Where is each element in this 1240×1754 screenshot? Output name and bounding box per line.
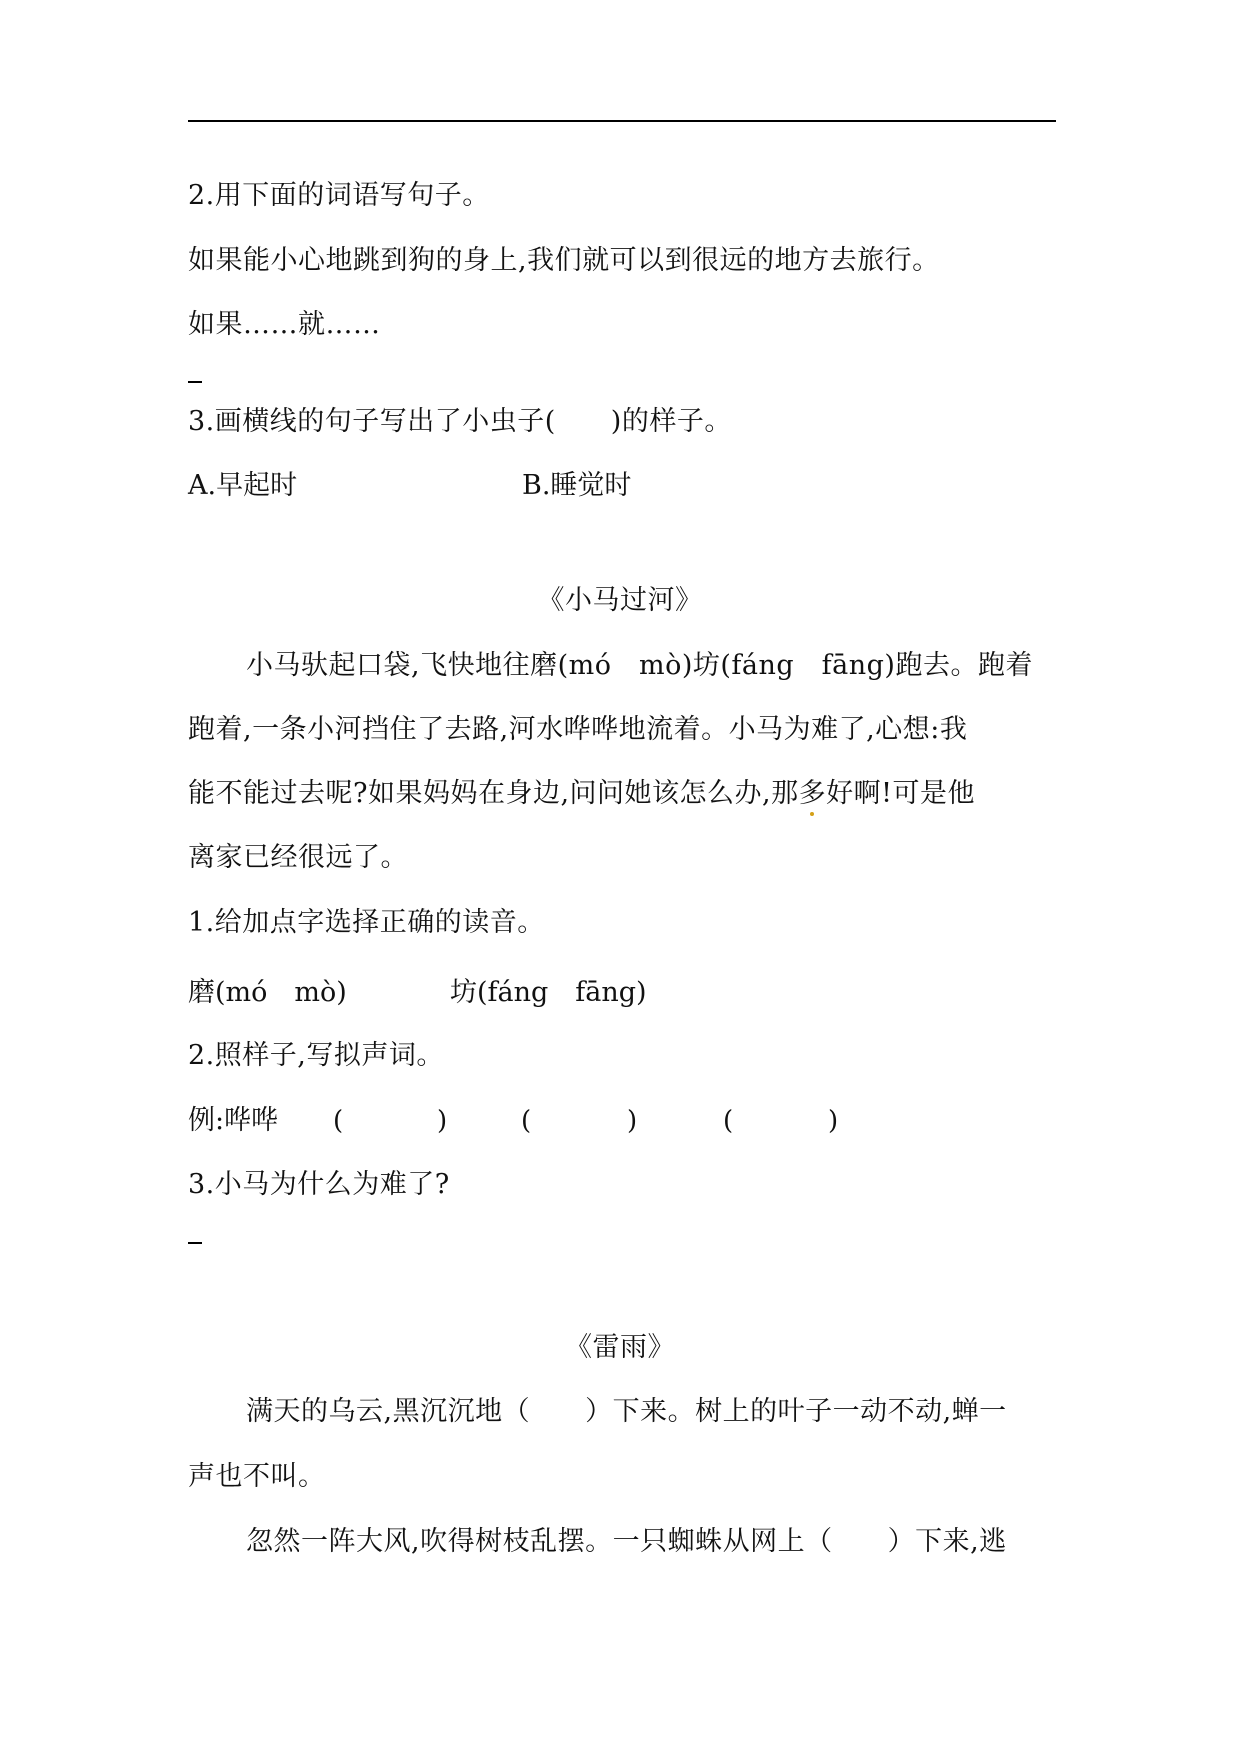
s2-passage-line: 能不能过去呢?如果妈妈在身边,问问她该怎么办,那多好啊!可是他 xyxy=(188,778,975,809)
emphasis-dot xyxy=(810,812,814,816)
s1-q2-title: 2.用下面的词语写句子。 xyxy=(188,180,490,211)
s2-title: 《小马过河》 xyxy=(537,585,703,616)
s3-passage-line: 声也不叫。 xyxy=(188,1461,326,1492)
s1-q3-option-a: A.早起时 xyxy=(188,470,298,501)
s3-title: 《雷雨》 xyxy=(565,1332,675,1363)
s2-q3-title: 3.小马为什么为难了? xyxy=(188,1169,450,1200)
s3-passage-line: 满天的乌云,黑沉沉地（ ）下来。树上的叶子一动不动,蝉一 xyxy=(246,1396,1007,1427)
s1-q3-title: 3.画横线的句子写出了小虫子( )的样子。 xyxy=(188,406,732,437)
s1-q2-example: 如果能小心地跳到狗的身上,我们就可以到很远的地方去旅行。 xyxy=(188,245,940,276)
s2-q1-title: 1.给加点字选择正确的读音。 xyxy=(188,907,545,938)
blank-close-paren: ) xyxy=(627,1106,638,1136)
blank-open-paren: ( xyxy=(333,1106,344,1136)
blank-open-paren: ( xyxy=(521,1106,532,1136)
s2-passage-line: 小马驮起口袋,飞快地往磨(mó mò)坊(fáng fāng)跑去。跑着 xyxy=(246,650,1033,681)
s3-passage-line: 忽然一阵大风,吹得树枝乱摆。一只蜘蛛从网上（ ）下来,逃 xyxy=(246,1526,1007,1557)
s2-passage-line: 离家已经很远了。 xyxy=(188,842,408,873)
answer-line xyxy=(188,381,202,383)
blank-close-paren: ) xyxy=(828,1106,839,1136)
blank-open-paren: ( xyxy=(723,1106,734,1136)
blank-close-paren: ) xyxy=(437,1106,448,1136)
answer-line xyxy=(188,1242,202,1244)
s2-q2-example: 例:哗哗 xyxy=(188,1105,279,1136)
s1-q2-prompt: 如果……就…… xyxy=(188,309,381,340)
s2-q2-title: 2.照样子,写拟声词。 xyxy=(188,1040,444,1071)
s1-q3-option-b: B.睡觉时 xyxy=(522,470,632,501)
header-rule xyxy=(188,120,1056,122)
s2-passage-line: 跑着,一条小河挡住了去路,河水哗哗地流着。小马为难了,心想:我 xyxy=(188,714,968,745)
s2-q1-item-1: 磨(mó mò) xyxy=(188,977,347,1008)
s2-q1-item-2: 坊(fáng fāng) xyxy=(450,977,647,1008)
